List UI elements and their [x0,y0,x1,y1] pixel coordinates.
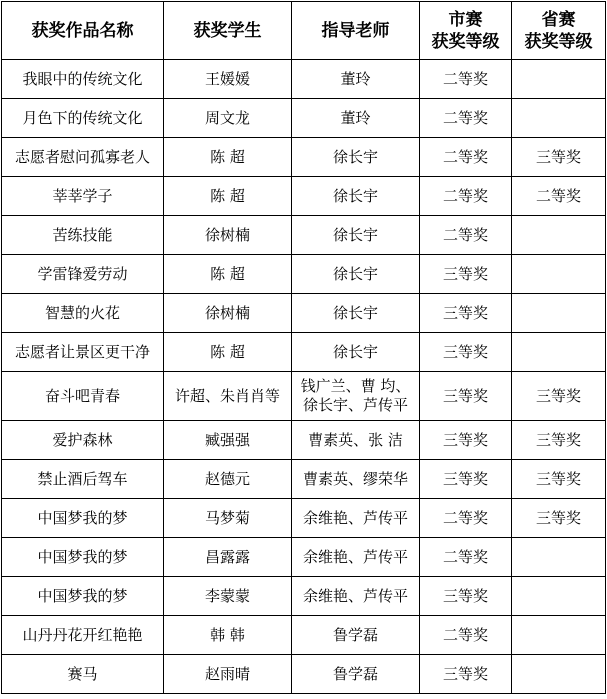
table-row [2,216,606,255]
header-city-line1: 市赛 [448,9,483,30]
cell-work: 中国梦我的梦 [2,538,164,577]
cell-province-level [512,99,606,138]
table-row [2,99,606,138]
cell-city-level: 三等奖 [420,255,512,294]
cell-work: 赛马 [2,655,164,694]
cell-city-level: 三等奖 [420,294,512,333]
cell-work: 月色下的传统文化 [2,99,164,138]
cell-teacher [292,421,420,460]
cell-teacher [292,655,420,694]
cell-teacher-line1: 徐长宇 [332,186,378,205]
table-row [2,499,606,538]
table-row [2,538,606,577]
cell-teacher [292,538,420,577]
cell-teacher [292,177,420,216]
awards-table [1,1,606,694]
cell-province-level [512,333,606,372]
cell-student: 陈 超 [164,177,292,216]
cell-work: 山丹丹花开红艳艳 [2,616,164,655]
cell-student: 陈 超 [164,255,292,294]
cell-student: 赵德元 [164,460,292,499]
cell-province-level: 三等奖 [512,138,606,177]
cell-province-level: 三等奖 [512,421,606,460]
cell-teacher-line1: 鲁学磊 [332,625,378,644]
cell-teacher [292,99,420,138]
cell-student: 陈 超 [164,333,292,372]
header-city-line2: 获奖等级 [431,31,500,52]
cell-teacher-line1: 钱广兰、曹 均、 [300,377,411,395]
cell-work: 志愿者让景区更干净 [2,333,164,372]
table-row [2,138,606,177]
cell-work: 苦练技能 [2,216,164,255]
table-row [2,177,606,216]
table-body [2,60,606,694]
cell-work: 中国梦我的梦 [2,499,164,538]
header-prov-line1: 省赛 [541,9,576,30]
cell-work: 爱护森林 [2,421,164,460]
cell-city-level: 三等奖 [420,421,512,460]
cell-teacher [292,460,420,499]
cell-teacher [292,499,420,538]
cell-teacher [292,294,420,333]
table-row [2,577,606,616]
cell-city-level: 二等奖 [420,538,512,577]
table-row [2,255,606,294]
cell-teacher [292,255,420,294]
table-row [2,616,606,655]
cell-city-level: 二等奖 [420,60,512,99]
cell-teacher [292,60,420,99]
cell-work: 学雷锋爱劳动 [2,255,164,294]
cell-city-level: 二等奖 [420,177,512,216]
cell-work: 中国梦我的梦 [2,577,164,616]
cell-city-level: 二等奖 [420,616,512,655]
cell-city-level: 二等奖 [420,99,512,138]
cell-student: 周文龙 [164,99,292,138]
cell-province-level [512,538,606,577]
cell-teacher-line1: 徐长宇 [332,342,378,361]
cell-teacher-line1: 余维艳、芦传平 [302,508,408,527]
cell-student: 许超、朱肖肖等 [164,372,292,421]
cell-teacher [292,616,420,655]
header-prov-line2: 获奖等级 [524,31,593,52]
cell-city-level: 三等奖 [420,372,512,421]
cell-city-level: 二等奖 [420,138,512,177]
cell-province-level: 三等奖 [512,499,606,538]
table-row [2,460,606,499]
cell-province-level [512,60,606,99]
cell-student: 陈 超 [164,138,292,177]
table-row [2,294,606,333]
cell-city-level: 三等奖 [420,577,512,616]
header-city-level [420,2,512,60]
table-row [2,333,606,372]
cell-student: 昌露露 [164,538,292,577]
header-student: 获奖学生 [164,2,292,60]
cell-teacher [292,333,420,372]
cell-work: 我眼中的传统文化 [2,60,164,99]
cell-student: 徐树楠 [164,294,292,333]
cell-city-level: 三等奖 [420,460,512,499]
cell-city-level: 二等奖 [420,499,512,538]
cell-teacher-line1: 曹素英、缪荣华 [302,469,408,488]
cell-student: 臧强强 [164,421,292,460]
cell-province-level: 二等奖 [512,177,606,216]
cell-student: 韩 韩 [164,616,292,655]
cell-work: 奋斗吧青春 [2,372,164,421]
header-province-level [512,2,606,60]
cell-work: 莘莘学子 [2,177,164,216]
cell-student: 王媛媛 [164,60,292,99]
cell-teacher-line1: 余维艳、芦传平 [302,586,408,605]
cell-teacher-line1: 曹素英、张 洁 [308,430,403,449]
cell-teacher [292,372,420,421]
cell-teacher-line1: 董玲 [340,69,371,88]
cell-city-level: 二等奖 [420,216,512,255]
table-row [2,372,606,421]
header-row [2,2,606,60]
cell-student: 赵雨晴 [164,655,292,694]
cell-province-level: 三等奖 [512,460,606,499]
table-row [2,60,606,99]
table-row [2,421,606,460]
cell-student: 马梦菊 [164,499,292,538]
cell-work: 志愿者慰问孤寡老人 [2,138,164,177]
header-work: 获奖作品名称 [2,2,164,60]
cell-province-level [512,616,606,655]
cell-teacher-line2: 徐长宇、芦传平 [302,396,408,414]
cell-province-level [512,294,606,333]
cell-province-level [512,577,606,616]
cell-student: 李蒙蒙 [164,577,292,616]
cell-teacher-line1: 徐长宇 [332,264,378,283]
cell-province-level: 三等奖 [512,372,606,421]
cell-province-level [512,216,606,255]
cell-teacher-line1: 徐长宇 [332,147,378,166]
cell-teacher-line1: 余维艳、芦传平 [302,547,408,566]
cell-teacher [292,138,420,177]
cell-teacher-line1: 徐长宇 [332,303,378,322]
cell-teacher-line1: 董玲 [340,108,371,127]
cell-province-level [512,655,606,694]
cell-work: 禁止酒后驾车 [2,460,164,499]
cell-city-level: 三等奖 [420,333,512,372]
table-row [2,655,606,694]
cell-teacher-line1: 徐长宇 [332,225,378,244]
header-teacher: 指导老师 [292,2,420,60]
cell-teacher-line1: 鲁学磊 [332,664,378,683]
cell-province-level [512,255,606,294]
cell-work: 智慧的火花 [2,294,164,333]
cell-teacher [292,577,420,616]
cell-student: 徐树楠 [164,216,292,255]
cell-teacher [292,216,420,255]
cell-city-level: 三等奖 [420,655,512,694]
